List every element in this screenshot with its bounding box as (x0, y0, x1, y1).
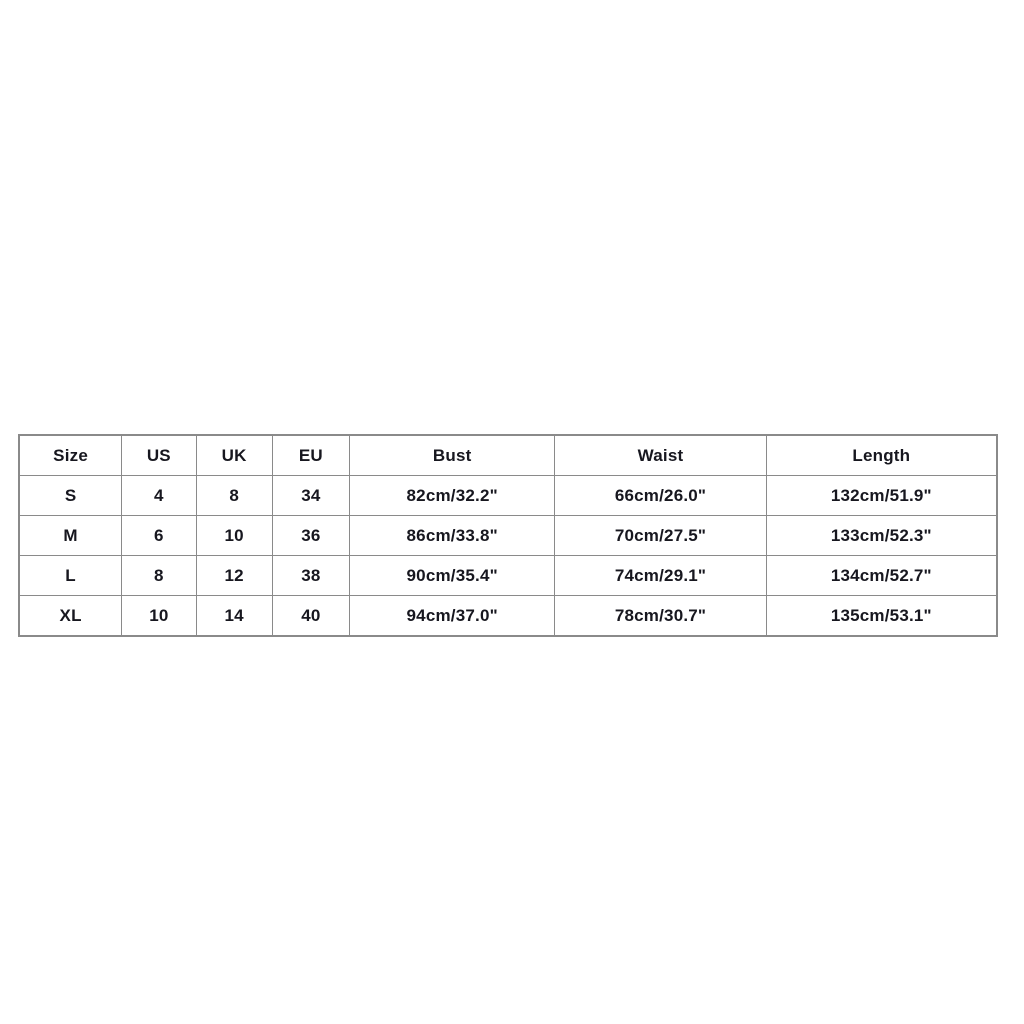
cell-uk: 12 (196, 556, 272, 596)
header-cell-length: Length (766, 435, 997, 476)
header-row (19, 435, 997, 476)
header-cell-us: US (122, 435, 196, 476)
cell-waist: 74cm/29.1" (555, 556, 766, 596)
cell-bust: 86cm/33.8" (350, 516, 555, 556)
header-cell-eu: EU (272, 435, 349, 476)
cell-size: S (19, 476, 122, 516)
cell-waist: 78cm/30.7" (555, 596, 766, 637)
cell-uk: 8 (196, 476, 272, 516)
cell-length: 132cm/51.9" (766, 476, 997, 516)
cell-bust: 90cm/35.4" (350, 556, 555, 596)
cell-uk: 10 (196, 516, 272, 556)
cell-length: 135cm/53.1" (766, 596, 997, 637)
cell-us: 10 (122, 596, 196, 637)
size-chart-table (18, 434, 998, 637)
table-row-m (19, 516, 997, 556)
cell-us: 4 (122, 476, 196, 516)
cell-us: 6 (122, 516, 196, 556)
cell-eu: 34 (272, 476, 349, 516)
cell-us: 8 (122, 556, 196, 596)
cell-size: M (19, 516, 122, 556)
cell-size: L (19, 556, 122, 596)
cell-bust: 94cm/37.0" (350, 596, 555, 637)
cell-eu: 36 (272, 516, 349, 556)
cell-uk: 14 (196, 596, 272, 637)
cell-size: XL (19, 596, 122, 637)
header-cell-bust: Bust (350, 435, 555, 476)
header-cell-waist: Waist (555, 435, 766, 476)
cell-length: 134cm/52.7" (766, 556, 997, 596)
table-row-s (19, 476, 997, 516)
table-row-xl (19, 596, 997, 637)
header-cell-size: Size (19, 435, 122, 476)
header-cell-uk: UK (196, 435, 272, 476)
cell-eu: 40 (272, 596, 349, 637)
cell-length: 133cm/52.3" (766, 516, 997, 556)
cell-waist: 70cm/27.5" (555, 516, 766, 556)
cell-bust: 82cm/32.2" (350, 476, 555, 516)
table-row-l (19, 556, 997, 596)
cell-eu: 38 (272, 556, 349, 596)
size-chart-container (18, 434, 998, 637)
cell-waist: 66cm/26.0" (555, 476, 766, 516)
